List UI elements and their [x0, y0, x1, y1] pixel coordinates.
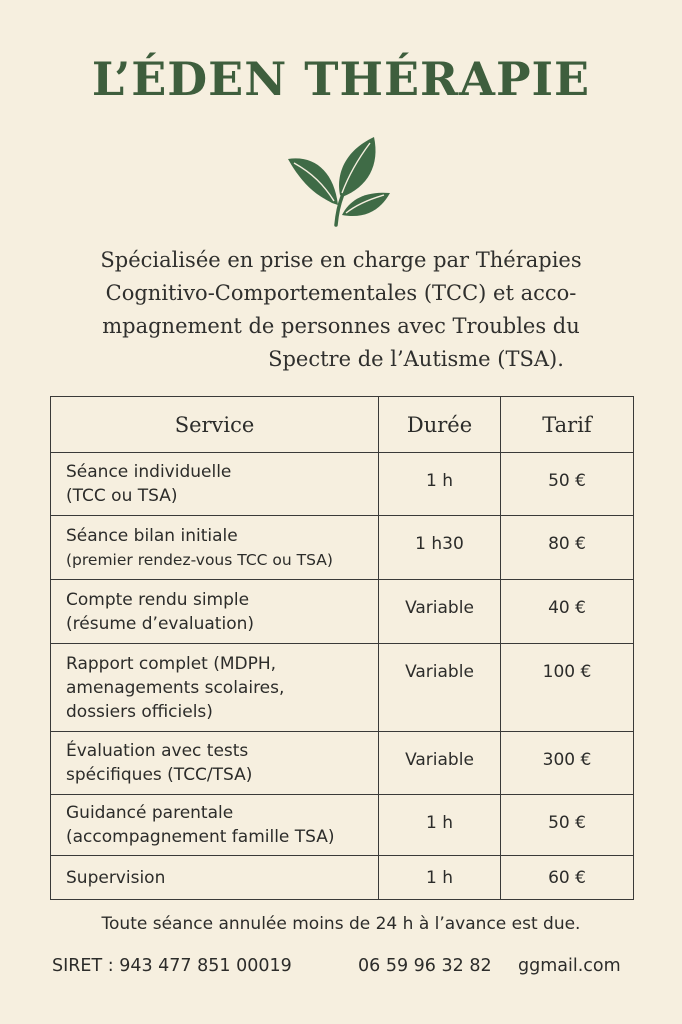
table-row	[51, 795, 634, 856]
service-name: Séance individuelle	[66, 462, 232, 482]
service-cell	[51, 732, 379, 795]
service-name: Rapport complet (MDPH,	[66, 653, 277, 674]
phone-number: 06 59 96 32 82	[358, 956, 492, 976]
tagline-line: Spectre de l’Autisme (TSA).	[268, 347, 564, 371]
table-header-row	[51, 397, 634, 453]
column-header-price: Tarif	[501, 397, 634, 453]
cancellation-notice: Toute séance annulée moins de 24 h à l’avance est due.	[101, 914, 581, 934]
duration-cell: 1 h	[379, 795, 501, 856]
service-detail: spécifiques (TCC/TSA)	[66, 765, 253, 785]
tagline-line: mpagnement de personnes avec Troubles du	[102, 314, 580, 338]
table-row	[51, 580, 634, 644]
service-cell	[51, 644, 379, 732]
service-cell	[51, 516, 379, 580]
email-address: ggmail.com	[518, 956, 621, 976]
service-cell	[51, 795, 379, 856]
duration-cell: Variable	[379, 580, 501, 644]
tagline-line: Cognitivo-Comportementales (TCC) et acco-	[105, 281, 577, 305]
service-name: Séance bilan initiale	[66, 525, 238, 546]
siret-number: SIRET : 943 477 851 00019	[52, 956, 292, 976]
page-title: L’ÉDEN THÉRAPIE	[91, 52, 591, 106]
service-detail: (TCC ou TSA)	[66, 486, 178, 506]
column-header-service: Service	[51, 397, 379, 453]
table-row	[51, 856, 634, 900]
price-cell: 50 €	[501, 453, 634, 516]
service-detail: amenagements scolaires,	[66, 677, 285, 698]
service-detail: dossiers officiels)	[66, 701, 213, 722]
column-header-duration: Durée	[379, 397, 501, 453]
service-name: Supervision	[66, 867, 166, 888]
service-name: Évaluation avec tests	[66, 741, 249, 761]
table-row	[51, 732, 634, 795]
duration-cell: 1 h	[379, 856, 501, 900]
service-name: Guidancé parentale	[66, 803, 234, 823]
service-detail: (accompagnement famille TSA)	[66, 827, 335, 847]
service-name: Compte rendu simple	[66, 589, 250, 610]
price-cell: 80 €	[501, 516, 634, 580]
leaf-icon	[284, 133, 394, 233]
tagline	[30, 244, 652, 376]
tagline-line: Spécialisée en prise en charge par Thérapies	[100, 248, 582, 272]
services-table	[50, 396, 634, 900]
price-cell: 100 €	[501, 644, 634, 732]
duration-cell: Variable	[379, 644, 501, 732]
table-row	[51, 453, 634, 516]
duration-cell: 1 h30	[379, 516, 501, 580]
table-row	[51, 644, 634, 732]
duration-cell: Variable	[379, 732, 501, 795]
price-cell: 40 €	[501, 580, 634, 644]
service-cell	[51, 453, 379, 516]
duration-cell: 1 h	[379, 453, 501, 516]
service-cell	[51, 856, 379, 900]
price-cell: 60 €	[501, 856, 634, 900]
price-cell: 50 €	[501, 795, 634, 856]
table-row	[51, 516, 634, 580]
service-detail: (premier rendez-vous TCC ou TSA)	[66, 550, 333, 569]
price-cell: 300 €	[501, 732, 634, 795]
service-detail: (résume d’evaluation)	[66, 613, 255, 634]
service-cell	[51, 580, 379, 644]
